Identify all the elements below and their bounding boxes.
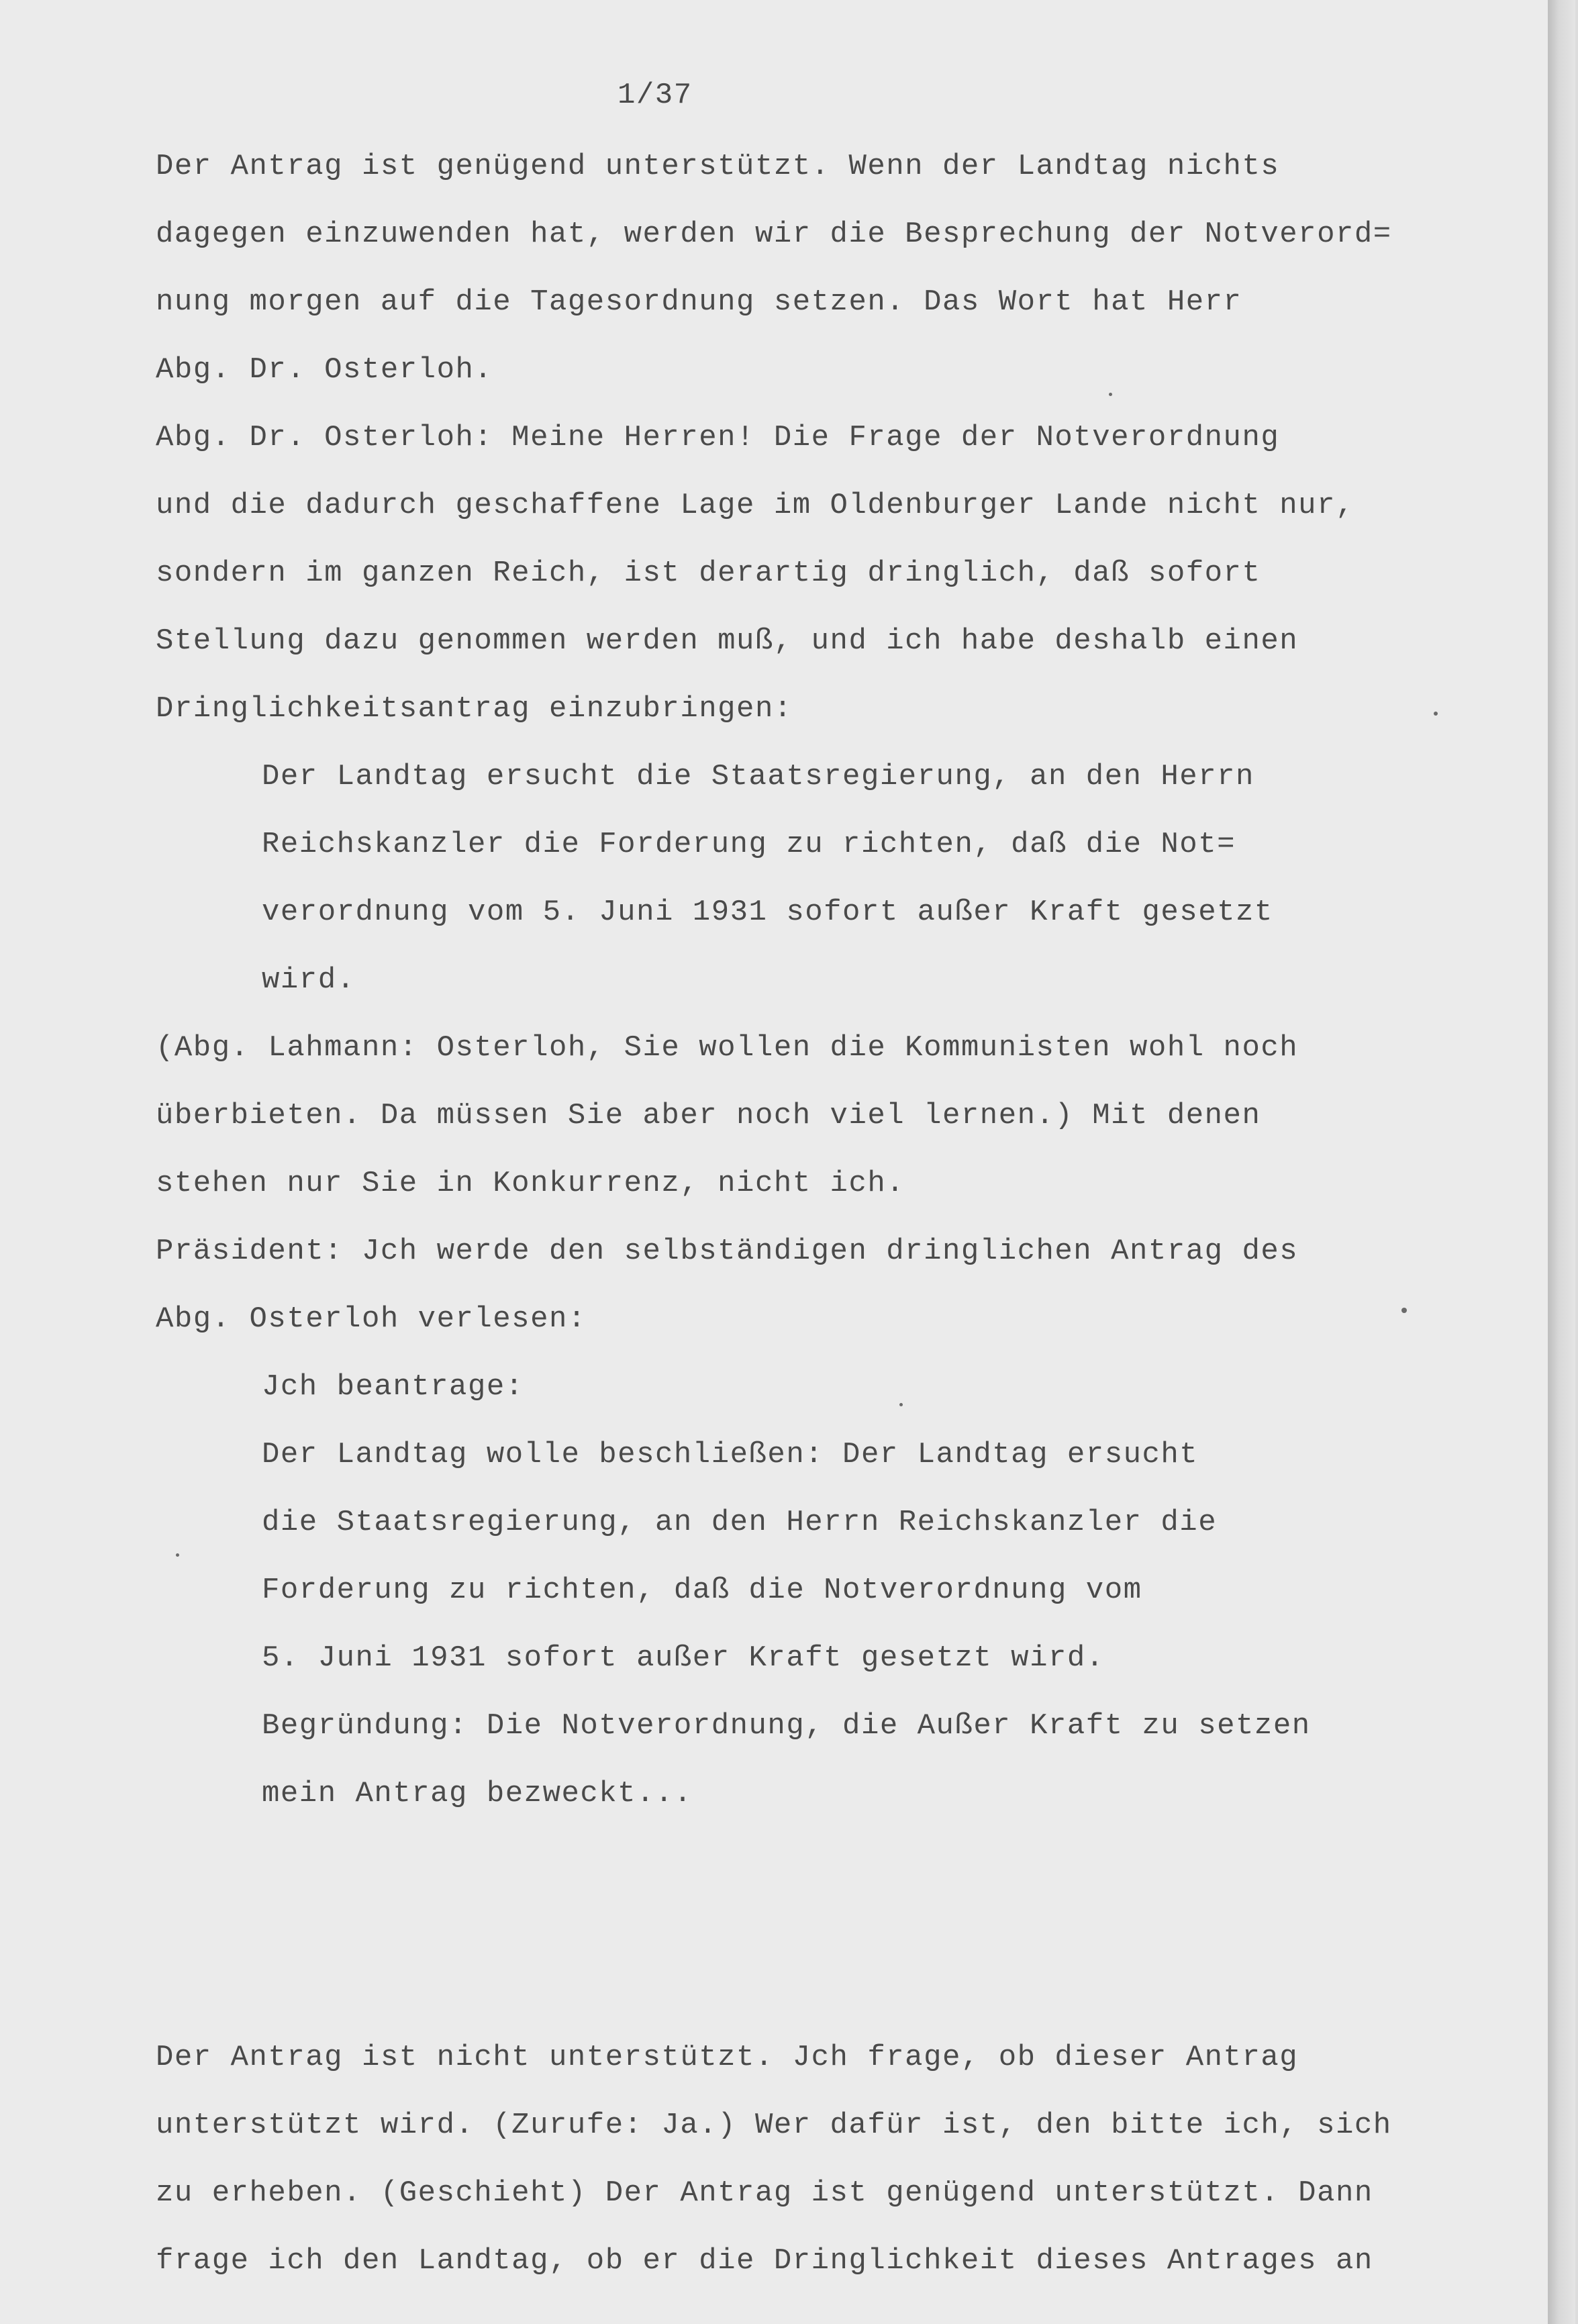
text-line: Abg. Dr. Osterloh: Meine Herren! Die Frage der Notverordnung: [156, 421, 1280, 454]
text-line: Der Antrag ist nicht unterstützt. Jch frage, ob dieser Antrag: [156, 2041, 1299, 2074]
indented-text-line: Jch beantrage:: [262, 1370, 524, 1404]
text-line: nung morgen auf die Tagesordnung setzen. Das Wort hat Herr: [156, 285, 1242, 319]
text-line: Dringlichkeitsantrag einzubringen:: [156, 692, 793, 726]
indented-text-line: verordnung vom 5. Juni 1931 sofort außer Kraft gesetzt: [262, 895, 1273, 929]
indented-text-line: mein Antrag bezweckt...: [262, 1777, 693, 1810]
text-line: stehen nur Sie in Konkurrenz, nicht ich.: [156, 1167, 905, 1200]
indented-text-line: wird.: [262, 963, 356, 997]
text-line: sondern im ganzen Reich, ist derartig dringlich, daß sofort: [156, 556, 1261, 590]
text-line: überbieten. Da müssen Sie aber noch viel lernen.) Mit denen: [156, 1099, 1261, 1132]
text-line: und die dadurch geschaffene Lage im Oldenburger Lande nicht nur,: [156, 489, 1354, 522]
indented-text-line: Forderung zu richten, daß die Notverordnung vom: [262, 1573, 1142, 1607]
ink-speck: [1434, 712, 1438, 716]
ink-speck: [1401, 1308, 1407, 1313]
indented-text-line: Begründung: Die Notverordnung, die Außer Kraft zu setzen: [262, 1709, 1311, 1743]
text-line: (Abg. Lahmann: Osterloh, Sie wollen die Kommunisten wohl noch: [156, 1031, 1299, 1065]
text-line: Stellung dazu genommen werden muß, und ich habe deshalb einen: [156, 624, 1299, 658]
indented-text-line: 5. Juni 1931 sofort außer Kraft gesetzt wird.: [262, 1641, 1105, 1675]
text-line: Abg. Dr. Osterloh.: [156, 353, 493, 387]
text-line: Der Antrag ist genügend unterstützt. Wenn der Landtag nichts: [156, 150, 1280, 183]
text-line: unterstützt wird. (Zurufe: Ja.) Wer dafür ist, den bitte ich, sich: [156, 2109, 1392, 2142]
indented-text-line: die Staatsregierung, an den Herrn Reichskanzler die: [262, 1506, 1218, 1539]
indented-text-line: Reichskanzler die Forderung zu richten, daß die Not=: [262, 828, 1236, 861]
indented-text-line: Der Landtag wolle beschließen: Der Landtag ersucht: [262, 1438, 1199, 1471]
text-line: zu erheben. (Geschieht) Der Antrag ist genügend unterstützt. Dann: [156, 2176, 1373, 2210]
text-line: Abg. Osterloh verlesen:: [156, 1302, 587, 1336]
text-line: Präsident: Jch werde den selbständigen dringlichen Antrag des: [156, 1234, 1299, 1268]
ink-speck: [176, 1553, 179, 1557]
text-line: frage ich den Landtag, ob er die Dringlichkeit dieses Antrages an: [156, 2244, 1373, 2278]
text-line: dagegen einzuwenden hat, werden wir die Besprechung der Notverord=: [156, 217, 1392, 251]
indented-text-line: Der Landtag ersucht die Staatsregierung, an den Herrn: [262, 760, 1254, 793]
ink-speck: [1109, 393, 1112, 396]
page-number: 1/37: [618, 79, 693, 112]
page-edge-shadow: [1548, 0, 1575, 2324]
ink-speck: [899, 1403, 903, 1406]
